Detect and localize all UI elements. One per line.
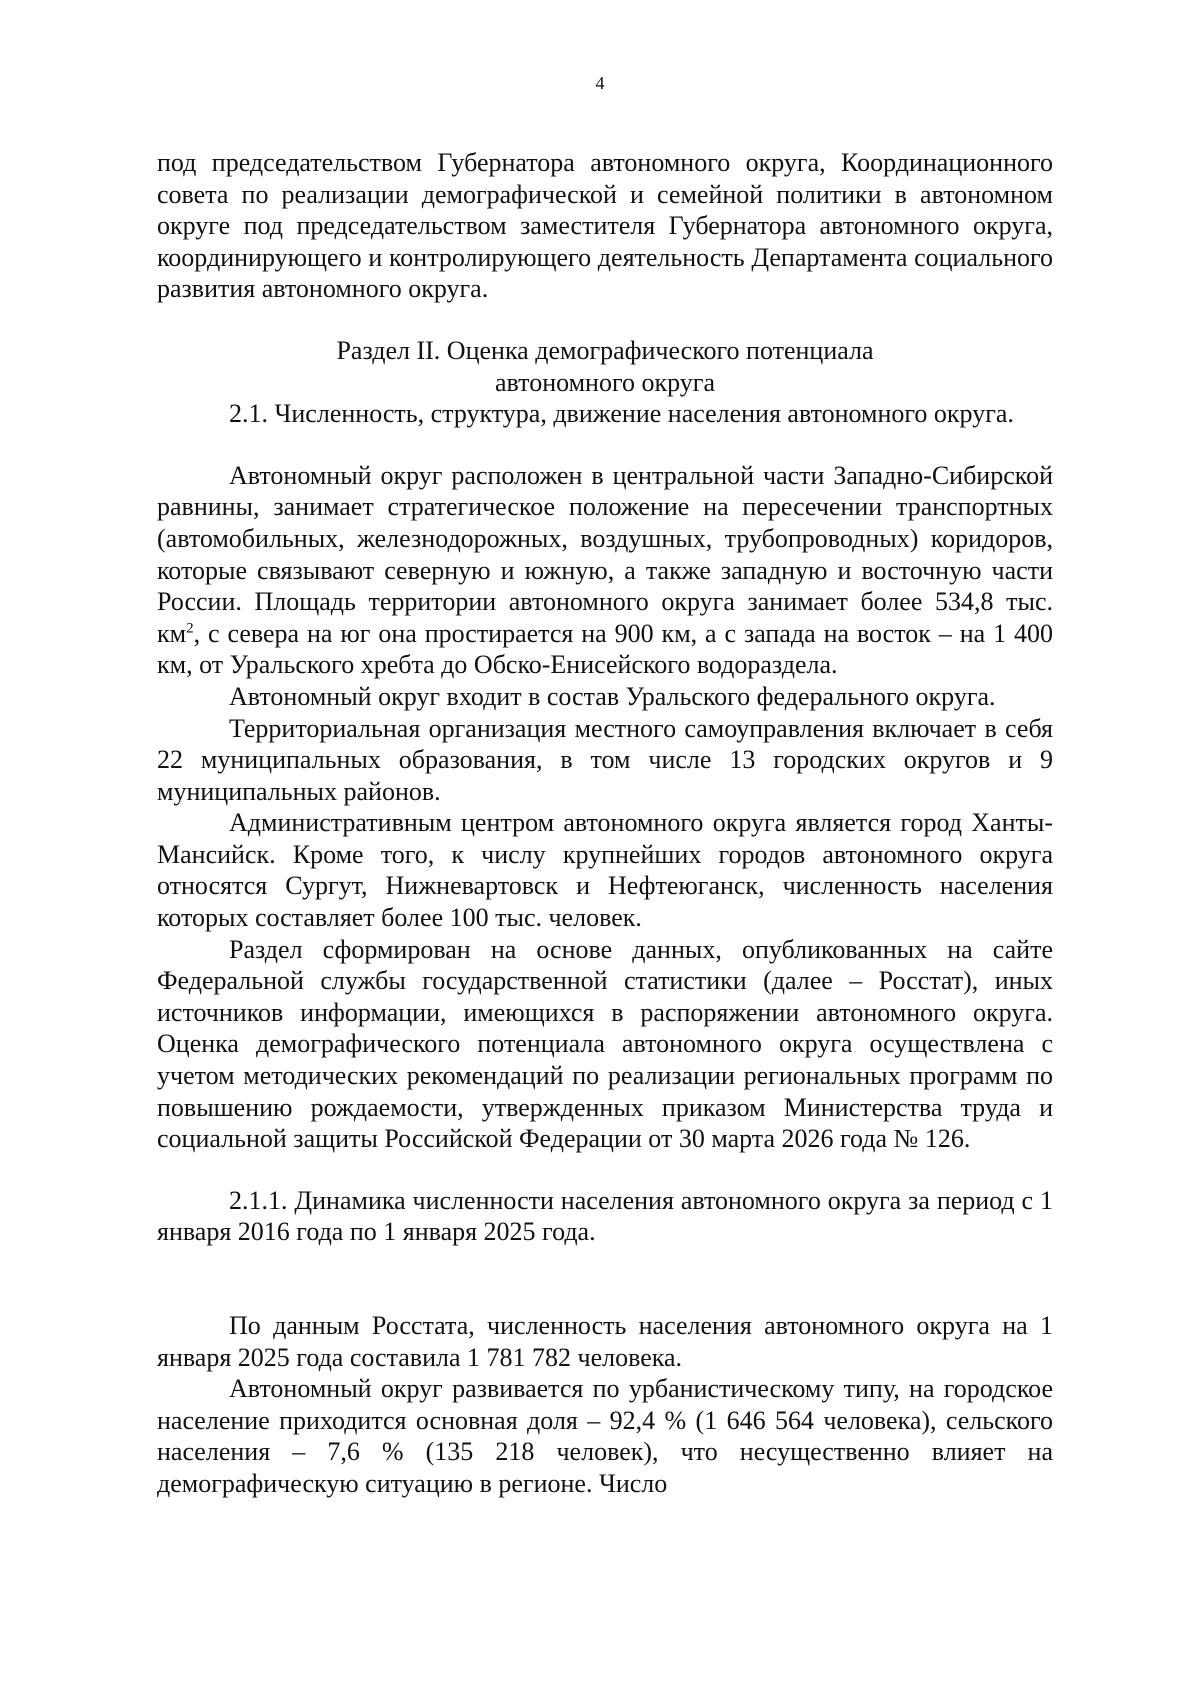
paragraph-urban: Автономный округ развивается по урбанистическому типу, на городское население приходится основная доля – 92,4 % (1 646 564 человека), сельского населения – 7,6 % (135 218 человек), что несущественно влияет на демографическую ситуацию в регионе. Число: [157, 1374, 1053, 1498]
spacer: [157, 305, 1053, 335]
paragraph-population: По данным Росстата, численность населения автономного округа на 1 января 2025 года составила 1 781 782 человека.: [157, 1311, 1053, 1372]
paragraph-municipal: Территориальная организация местного самоуправления включает в себя 22 муниципальных образования, в том числе 13 городских округов и 9 муниципальных районов.: [157, 713, 1053, 806]
page-number: 4: [595, 73, 605, 93]
paragraph-location: [157, 460, 1053, 681]
spacer: [157, 1155, 1053, 1185]
paragraph-federal-district: Автономный округ входит в состав Уральского федерального округа.: [229, 681, 996, 711]
spacer: [157, 1248, 1053, 1310]
spacer: [157, 430, 1053, 460]
paragraph-location-part-2: , с севера на юг она простирается на 900 км, а с запада на восток – на 1 400 км, от Уральского хребта до Обско-Енисейского водораздела.: [157, 618, 1053, 680]
paragraph-sources: Раздел сформирован на основе данных, опубликованных на сайте Федеральной службы государственной статистики (далее – Росстат), иных источников информации, имеющихся в распоряжении автономного округа. Оценка демографического потенциала автономного округа осуществлена с учетом методических рекомендаций по реализации региональных программ по повышению рождаемости, утвержденных приказом Министерства труда и социальной защиты Российской Федерации от 30 марта 2026 года № 126.: [157, 934, 1053, 1154]
section-heading: [157, 335, 1053, 398]
subsection-heading-2-1: 2.1. Численность, структура, движение населения автономного округа.: [229, 399, 1014, 429]
subsection-heading-2-1-1: 2.1.1. Динамика численности населения автономного округа за период с 1 января 2016 года по 1 января 2025 года.: [157, 1185, 1053, 1247]
document-body: [157, 147, 1053, 1500]
paragraph-admin-center: Административным центром автономного округа является город Ханты-Мансийск. Кроме того, к числу крупнейших городов автономного округа относятся Сургут, Нижневартовск и Нефтеюганск, численность населения которых составляет более 100 тыс. человек.: [157, 808, 1053, 933]
section-heading-line-2: автономного округа: [495, 367, 715, 397]
section-heading-line-1: Раздел II. Оценка демографического потенциала: [336, 335, 874, 365]
superscript-two: 2: [186, 620, 194, 637]
paragraph-location-part-1: Автономный округ расположен в центральной части Западно-Сибирской равнины, занимает стратегическое положение на пересечении транспортных (автомобильных, железнодорожных, воздушных, трубопроводных) коридоров, которые связывают северную и южную, а также западную и восточную части России. Площадь территории автономного округа занимает более 534,8 тыс. км: [157, 460, 1053, 648]
paragraph-intro: под председательством Губернатора автономного округа, Координационного совета по реализации демографической и семейной политики в автономном округе под председательством заместителя Губернатора автономного округа, координирующего и контролирующего деятельность Департамента социального развития автономного округа.: [157, 148, 1053, 304]
